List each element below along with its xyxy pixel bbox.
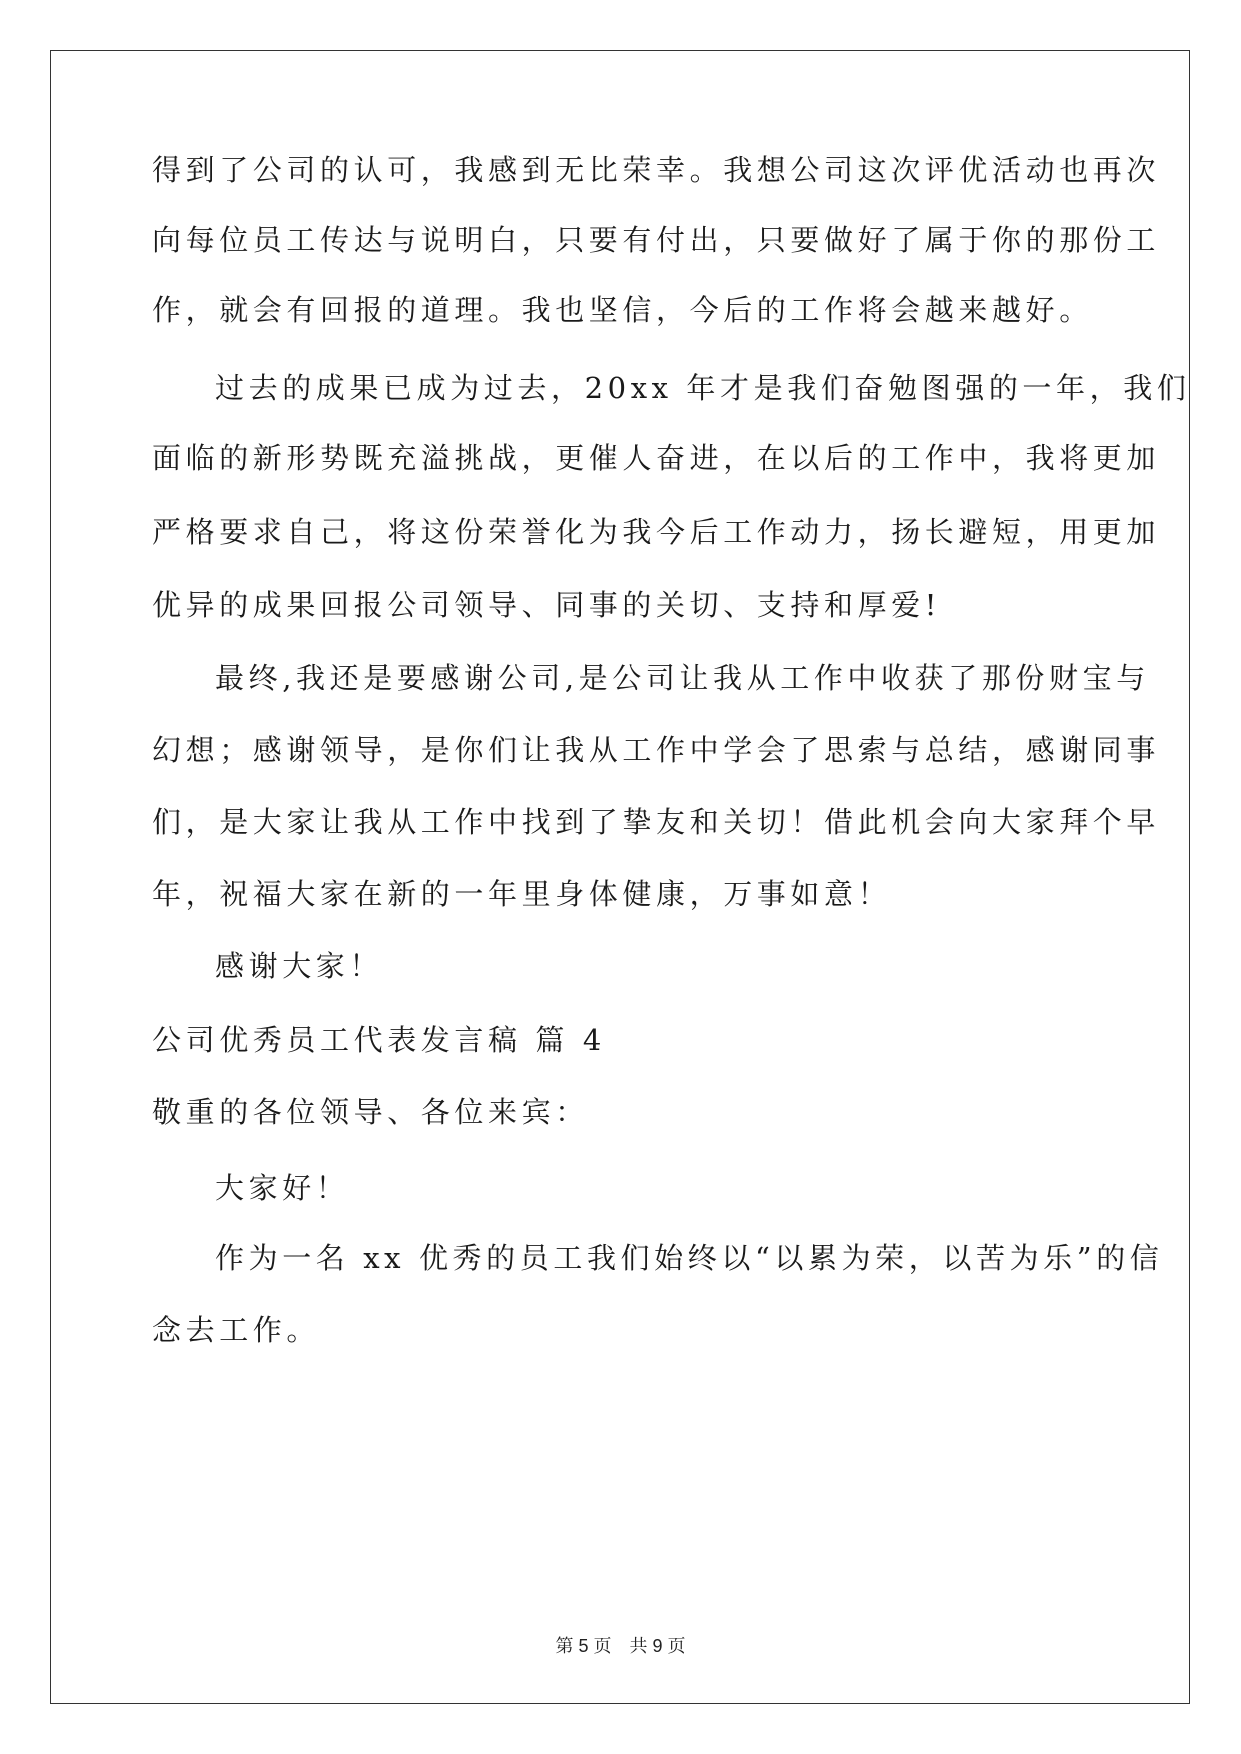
paragraph-3-line-1: 最终,我还是要感谢公司,是公司让我从工作中收获了那份财宝与 — [215, 661, 1150, 695]
paragraph-3-line-4: 年，祝福大家在新的一年里身体健康，万事如意！ — [152, 877, 892, 911]
paragraph-2-line-1: 过去的成果已成为过去，20xx 年才是我们奋勉图强的一年，我们 — [215, 371, 1191, 405]
salutation: 敬重的各位领导、各位来宾： — [152, 1095, 589, 1129]
paragraph-2-line-2: 面临的新形势既充溢挑战，更催人奋进，在以后的工作中，我将更加 — [152, 441, 1161, 475]
greeting: 大家好！ — [215, 1171, 350, 1205]
paragraph-1-line-2: 向每位员工传达与说明白，只要有付出，只要做好了属于你的那份工 — [152, 223, 1161, 257]
paragraph-3-line-3: 们，是大家让我从工作中找到了挚友和关切！借此机会向大家拜个早 — [152, 805, 1161, 839]
paragraph-1-line-1: 得到了公司的认可，我感到无比荣幸。我想公司这次评优活动也再次 — [152, 153, 1161, 187]
page-number-footer: 第 5 页 共 9 页 — [555, 1636, 686, 1656]
paragraph-2-line-3: 严格要求自己，将这份荣誉化为我今后工作动力，扬长避短，用更加 — [152, 515, 1161, 549]
paragraph-3-line-2: 幻想；感谢领导，是你们让我从工作中学会了思索与总结，感谢同事 — [152, 733, 1161, 767]
paragraph-2-line-4: 优异的成果回报公司领导、同事的关切、支持和厚爱! — [152, 588, 942, 622]
section-heading: 公司优秀员工代表发言稿 篇 4 — [152, 1023, 606, 1057]
paragraph-4-line-1: 作为一名 xx 优秀的员工我们始终以“以累为荣，以苦为乐”的信 — [215, 1241, 1164, 1275]
paragraph-4-line-2: 念去工作。 — [152, 1313, 321, 1347]
paragraph-1-line-3: 作，就会有回报的道理。我也坚信，今后的工作将会越来越好。 — [152, 293, 1093, 327]
thanks-line: 感谢大家！ — [215, 949, 384, 983]
